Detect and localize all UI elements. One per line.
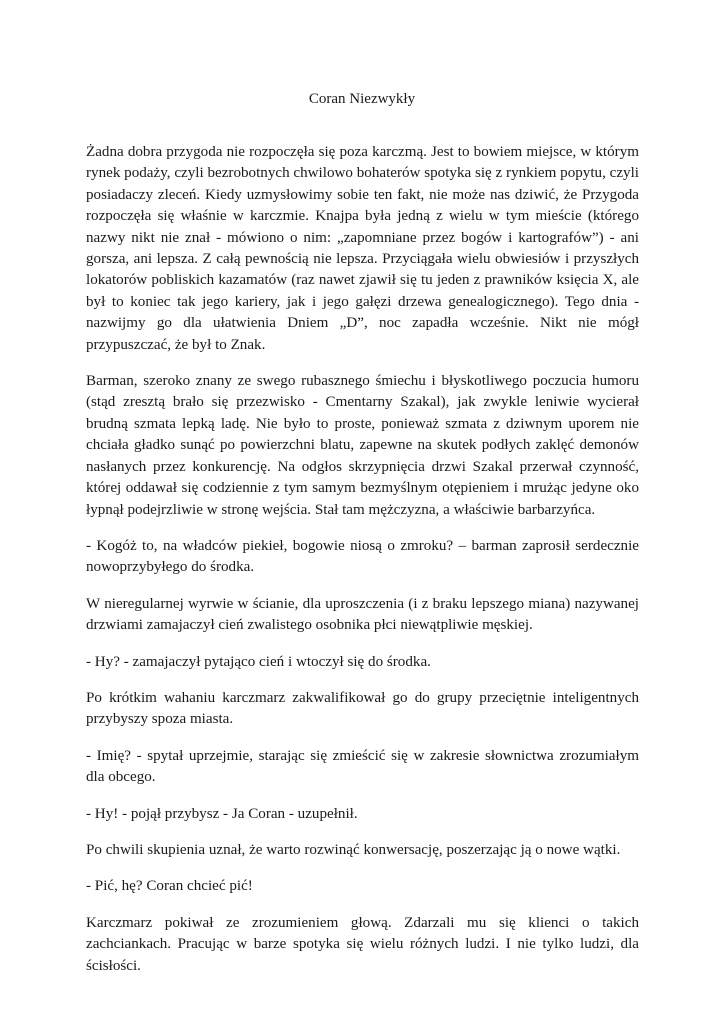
paragraph-doorway: W nieregularnej wyrwie w ścianie, dla uproszczenia (i z braku lepszego miana) nazywanej drzwiami zamajaczył cień zwalistego osobnika płci niewątpliwie męskiej. [86, 595, 639, 634]
paragraph-intro: Żadna dobra przygoda nie rozpoczęła się poza karczmą. Jest to bowiem miejsce, w którym rynek podaży, czyli bezrobotnych chwilowo bohaterów spotyka się z rynkiem popytu, czyli posiadaczy zleceń. Kiedy uzmysłowimy sobie ten fakt, nie może nas dziwić, że Przygoda rozpoczęła się właśnie w karczmie. Knajpa była jedną z wielu w tym mieście (którego nazwy nikt nie znał - mówiono o nim: „zapomniane przez bogów i kartografów”) - ani gorsza, ani lepsza. Z całą pewnością nie lepsza. Przyciągała wielu obwiesiów i przyszłych lokatorów pobliskich kazamatów (raz nawet zjawił się tu jeden z prawników księcia X, ale był to koniec tak jego kariery, jak i jego gałęzi drzewa genealogicznego). Tego dnia - nazwijmy go dla ułatwienia Dniem „D”, noc zapadła wcześnie. Nikt nie mógł przypuszczać, że był to Znak. [86, 144, 639, 353]
paragraph-assessment: Po krótkim wahaniu karczmarz zakwalifikował go do grupy przeciętnie inteligentnych przybyszy spoza miasta. [86, 689, 639, 728]
paragraph-dialogue-name: - Imię? - spytał uprzejmie, starając się zmieścić się w zakresie słownictwa zrozumiałym dla obcego. [86, 747, 639, 786]
paragraph-dialogue-hy: - Hy? - zamajaczył pytająco cień i wtoczył się do środka. [86, 653, 431, 670]
paragraph-dialogue-drink: - Pić, hę? Coran chcieć pić! [86, 878, 253, 895]
paragraph-conversation: Po chwili skupienia uznał, że warto rozwinąć konwersację, poszerzając ją o nowe wątki. [86, 841, 621, 858]
paragraph-closing: Karczmarz pokiwał ze zrozumieniem głową. Zdarzali mu się klienci o takich zachciankach. Pracując w barze spotyka się wielu różnych ludzi. I nie tylko ludzi, dla ścisłości. [86, 914, 639, 974]
document-title: Coran Niezwykły [308, 91, 416, 107]
paragraph-barman: Barman, szeroko znany ze swego rubasznego śmiechu i błyskotliwego poczucia humoru (stąd zresztą brało się przezwisko - Cmentarny Szakal), jak zwykle leniwie wycierał brudną szmata lepką ladę. Nie było to proste, ponieważ szmata z dziwnym uporem nie chciała gładko sunąć po powierzchni blatu, zapewne na skutek podłych zaklęć demonów nasłanych przez konkurencję. Na odgłos skrzypnięcia drzwi Szakal przerwał czynność, której oddawał się codziennie z tym samym bezmyślnym otępieniem i mrużąc jedyne oko łypnął podejrzliwie w stronę wejścia. Stał tam mężczyzna, a właściwie barbarzyńca. [86, 373, 639, 518]
paragraph-dialogue-greeting: - Kogóż to, na władców piekieł, bogowie niosą o zmroku? – barman zaprosił serdecznie nowoprzybyłego do środka. [86, 537, 639, 576]
document-body [86, 142, 639, 992]
paragraph-dialogue-coran: - Hy! - pojął przybysz - Ja Coran - uzupełnił. [86, 805, 358, 822]
